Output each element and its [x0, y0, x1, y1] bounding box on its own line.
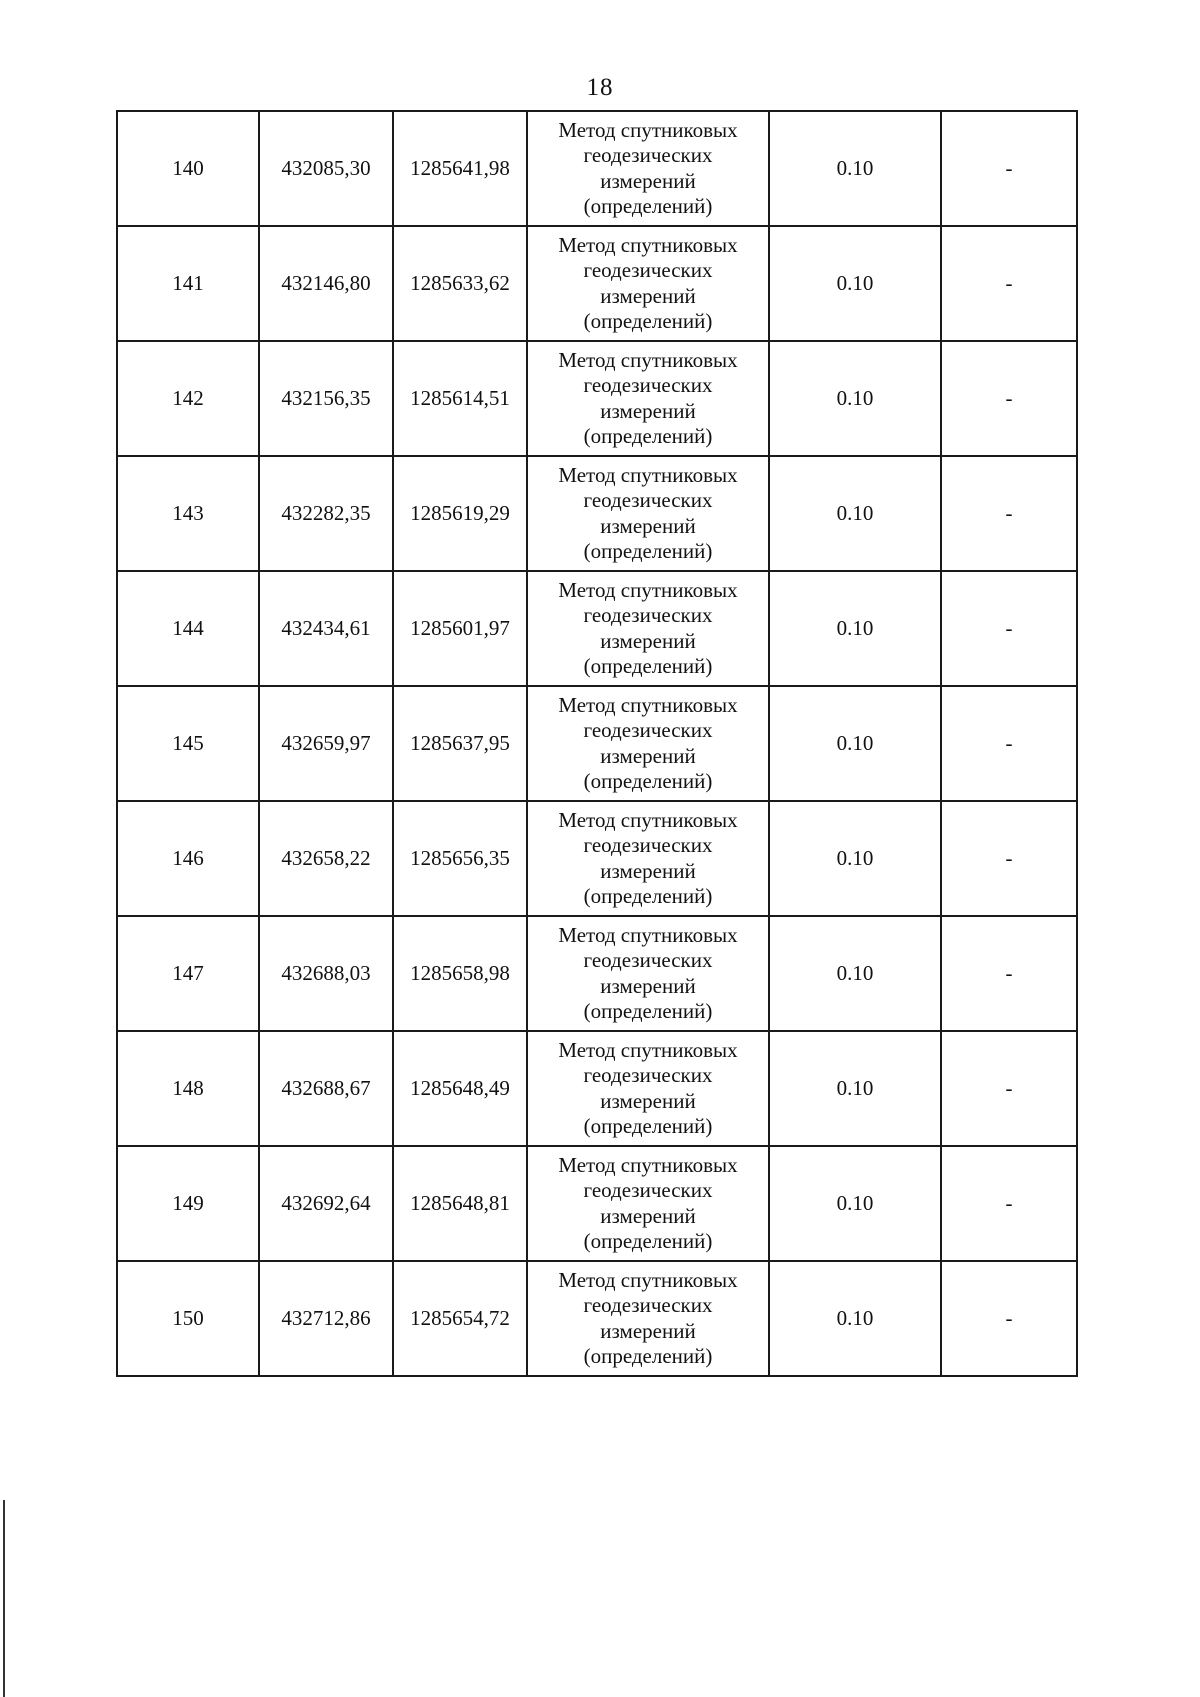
note-cell: - — [941, 916, 1077, 1031]
coordinates-table — [116, 110, 1078, 1377]
y-coordinate-cell: 1285658,98 — [393, 916, 527, 1031]
point-number-cell: 142 — [117, 341, 259, 456]
note-cell: - — [941, 801, 1077, 916]
method-cell: Метод спутниковых геодезических измерений (определений) — [527, 111, 769, 226]
accuracy-cell: 0.10 — [769, 1031, 941, 1146]
x-coordinate-cell: 432434,61 — [259, 571, 393, 686]
y-coordinate-cell: 1285619,29 — [393, 456, 527, 571]
y-coordinate-cell: 1285633,62 — [393, 226, 527, 341]
method-cell: Метод спутниковых геодезических измерений (определений) — [527, 1261, 769, 1376]
y-coordinate-cell: 1285641,98 — [393, 111, 527, 226]
table-row — [117, 226, 1077, 341]
point-number-cell: 140 — [117, 111, 259, 226]
method-cell: Метод спутниковых геодезических измерений (определений) — [527, 456, 769, 571]
note-cell: - — [941, 1261, 1077, 1376]
method-cell: Метод спутниковых геодезических измерений (определений) — [527, 916, 769, 1031]
note-cell: - — [941, 1146, 1077, 1261]
note-cell: - — [941, 571, 1077, 686]
x-coordinate-cell: 432156,35 — [259, 341, 393, 456]
table-row — [117, 1031, 1077, 1146]
point-number-cell: 145 — [117, 686, 259, 801]
x-coordinate-cell: 432146,80 — [259, 226, 393, 341]
method-cell: Метод спутниковых геодезических измерений (определений) — [527, 1031, 769, 1146]
x-coordinate-cell: 432282,35 — [259, 456, 393, 571]
note-cell: - — [941, 111, 1077, 226]
x-coordinate-cell: 432712,86 — [259, 1261, 393, 1376]
point-number-cell: 144 — [117, 571, 259, 686]
y-coordinate-cell: 1285648,81 — [393, 1146, 527, 1261]
accuracy-cell: 0.10 — [769, 571, 941, 686]
table-row — [117, 916, 1077, 1031]
accuracy-cell: 0.10 — [769, 341, 941, 456]
method-cell: Метод спутниковых геодезических измерений (определений) — [527, 801, 769, 916]
scan-edge-line — [3, 1500, 5, 1697]
method-cell: Метод спутниковых геодезических измерений (определений) — [527, 686, 769, 801]
note-cell: - — [941, 686, 1077, 801]
table-row — [117, 111, 1077, 226]
y-coordinate-cell: 1285648,49 — [393, 1031, 527, 1146]
y-coordinate-cell: 1285654,72 — [393, 1261, 527, 1376]
method-cell: Метод спутниковых геодезических измерений (определений) — [527, 1146, 769, 1261]
point-number-cell: 150 — [117, 1261, 259, 1376]
table-row — [117, 686, 1077, 801]
note-cell: - — [941, 341, 1077, 456]
x-coordinate-cell: 432688,67 — [259, 1031, 393, 1146]
method-cell: Метод спутниковых геодезических измерений (определений) — [527, 226, 769, 341]
accuracy-cell: 0.10 — [769, 456, 941, 571]
method-cell: Метод спутниковых геодезических измерений (определений) — [527, 571, 769, 686]
y-coordinate-cell: 1285614,51 — [393, 341, 527, 456]
point-number-cell: 141 — [117, 226, 259, 341]
x-coordinate-cell: 432688,03 — [259, 916, 393, 1031]
x-coordinate-cell: 432659,97 — [259, 686, 393, 801]
table-row — [117, 341, 1077, 456]
table-body — [117, 111, 1077, 1376]
note-cell: - — [941, 1031, 1077, 1146]
point-number-cell: 143 — [117, 456, 259, 571]
table-row — [117, 1261, 1077, 1376]
accuracy-cell: 0.10 — [769, 111, 941, 226]
y-coordinate-cell: 1285637,95 — [393, 686, 527, 801]
accuracy-cell: 0.10 — [769, 916, 941, 1031]
note-cell: - — [941, 456, 1077, 571]
x-coordinate-cell: 432658,22 — [259, 801, 393, 916]
page-number: 18 — [586, 74, 614, 101]
accuracy-cell: 0.10 — [769, 686, 941, 801]
coordinates-table-container — [116, 110, 1076, 1377]
point-number-cell: 148 — [117, 1031, 259, 1146]
note-cell: - — [941, 226, 1077, 341]
method-cell: Метод спутниковых геодезических измерений (определений) — [527, 341, 769, 456]
table-row — [117, 571, 1077, 686]
table-row — [117, 456, 1077, 571]
x-coordinate-cell: 432692,64 — [259, 1146, 393, 1261]
point-number-cell: 149 — [117, 1146, 259, 1261]
y-coordinate-cell: 1285656,35 — [393, 801, 527, 916]
point-number-cell: 147 — [117, 916, 259, 1031]
accuracy-cell: 0.10 — [769, 226, 941, 341]
x-coordinate-cell: 432085,30 — [259, 111, 393, 226]
point-number-cell: 146 — [117, 801, 259, 916]
table-row — [117, 801, 1077, 916]
table-row — [117, 1146, 1077, 1261]
y-coordinate-cell: 1285601,97 — [393, 571, 527, 686]
accuracy-cell: 0.10 — [769, 1261, 941, 1376]
accuracy-cell: 0.10 — [769, 1146, 941, 1261]
accuracy-cell: 0.10 — [769, 801, 941, 916]
